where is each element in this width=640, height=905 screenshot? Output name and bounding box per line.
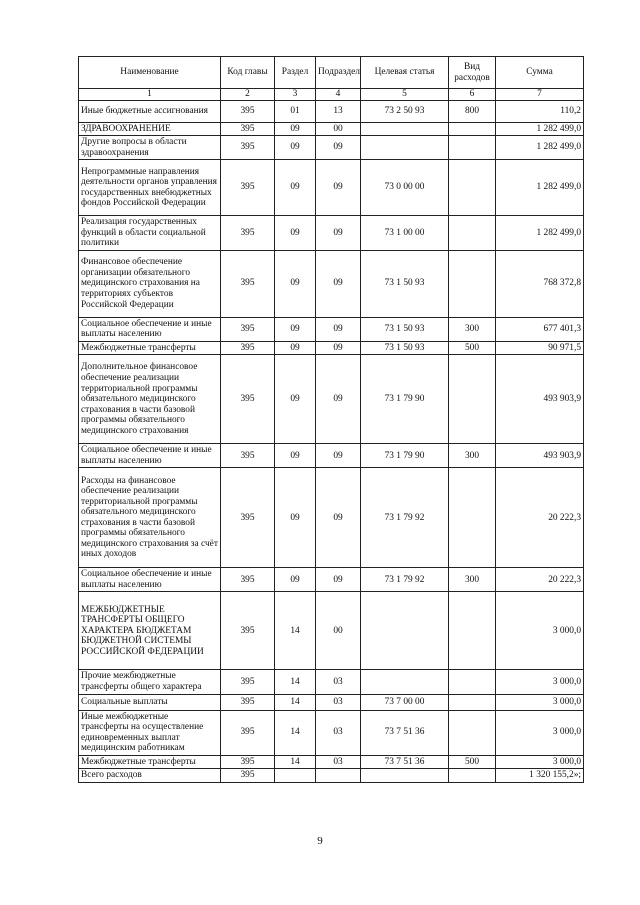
row-section: 09 bbox=[275, 341, 316, 355]
row-sum: 1 282 499,0 bbox=[496, 216, 584, 251]
header-code: Код главы bbox=[221, 57, 275, 89]
table-row bbox=[79, 468, 584, 568]
row-expense-type: 500 bbox=[449, 341, 496, 355]
row-name: Всего расходов bbox=[79, 769, 221, 783]
table-row bbox=[79, 355, 584, 444]
row-name: Социальное обеспечение и иные выплаты населению bbox=[79, 317, 221, 341]
row-section: 14 bbox=[275, 592, 316, 670]
row-code: 395 bbox=[221, 769, 275, 783]
row-code: 395 bbox=[221, 568, 275, 592]
row-sum: 110,2 bbox=[496, 100, 584, 122]
row-target-article: 73 1 50 93 bbox=[361, 341, 449, 355]
row-sum: 1 282 499,0 bbox=[496, 136, 584, 160]
header-target: Целевая статья bbox=[361, 57, 449, 89]
row-sum: 3 000,0 bbox=[496, 710, 584, 755]
row-name: Межбюджетные трансферты bbox=[79, 755, 221, 769]
row-subsection: 00 bbox=[316, 592, 361, 670]
row-target-article: 73 7 51 36 bbox=[361, 710, 449, 755]
row-expense-type bbox=[449, 160, 496, 216]
row-subsection: 03 bbox=[316, 710, 361, 755]
column-number: 7 bbox=[496, 89, 584, 101]
table-row bbox=[79, 710, 584, 755]
row-subsection: 09 bbox=[316, 136, 361, 160]
row-sum: 3 000,0 bbox=[496, 670, 584, 694]
row-target-article bbox=[361, 122, 449, 136]
row-section: 14 bbox=[275, 755, 316, 769]
row-section: 09 bbox=[275, 355, 316, 444]
row-section: 09 bbox=[275, 122, 316, 136]
row-target-article: 73 1 79 92 bbox=[361, 468, 449, 568]
table-row bbox=[79, 250, 584, 317]
row-subsection: 03 bbox=[316, 670, 361, 694]
row-target-article: 73 1 00 00 bbox=[361, 216, 449, 251]
table-row bbox=[79, 592, 584, 670]
row-name: Расходы на финансовое обеспечение реализации территориальной программы обязательного медицинского страхования в части базовой программы обязательного медицинского страхования за счёт иных доходов bbox=[79, 468, 221, 568]
row-name: Социальные выплаты bbox=[79, 694, 221, 710]
table-row bbox=[79, 317, 584, 341]
row-section: 09 bbox=[275, 568, 316, 592]
header-sum: Сумма bbox=[496, 57, 584, 89]
column-number: 5 bbox=[361, 89, 449, 101]
row-subsection bbox=[316, 769, 361, 783]
row-expense-type bbox=[449, 694, 496, 710]
table-row bbox=[79, 755, 584, 769]
row-code: 395 bbox=[221, 341, 275, 355]
row-target-article: 73 2 50 93 bbox=[361, 100, 449, 122]
row-sum: 90 971,5 bbox=[496, 341, 584, 355]
row-target-article bbox=[361, 592, 449, 670]
row-name: Межбюджетные трансферты bbox=[79, 341, 221, 355]
row-subsection: 09 bbox=[316, 341, 361, 355]
page-number: 9 bbox=[317, 835, 323, 847]
row-expense-type bbox=[449, 670, 496, 694]
row-target-article bbox=[361, 769, 449, 783]
header-subsection: Подраздел bbox=[316, 57, 361, 89]
row-target-article: 73 1 79 92 bbox=[361, 568, 449, 592]
row-expense-type bbox=[449, 710, 496, 755]
row-code: 395 bbox=[221, 250, 275, 317]
row-name: Иные межбюджетные трансферты на осуществление единовременных выплат медицинским работникам bbox=[79, 710, 221, 755]
row-sum: 493 903,9 bbox=[496, 355, 584, 444]
row-sum: 768 372,8 bbox=[496, 250, 584, 317]
table-row bbox=[79, 568, 584, 592]
row-expense-type bbox=[449, 769, 496, 783]
row-target-article bbox=[361, 670, 449, 694]
row-subsection: 03 bbox=[316, 694, 361, 710]
row-sum: 1 320 155,2»; bbox=[496, 769, 584, 783]
row-expense-type bbox=[449, 216, 496, 251]
row-code: 395 bbox=[221, 355, 275, 444]
row-code: 395 bbox=[221, 710, 275, 755]
row-target-article: 73 1 50 93 bbox=[361, 250, 449, 317]
table-row bbox=[79, 216, 584, 251]
row-name: Финансовое обеспечение организации обязательного медицинского страхования на территориях субъектов Российской Федерации bbox=[79, 250, 221, 317]
table-row bbox=[79, 136, 584, 160]
row-code: 395 bbox=[221, 444, 275, 468]
row-code: 395 bbox=[221, 592, 275, 670]
row-expense-type bbox=[449, 136, 496, 160]
row-code: 395 bbox=[221, 317, 275, 341]
row-expense-type: 800 bbox=[449, 100, 496, 122]
table-row bbox=[79, 769, 584, 783]
row-target-article bbox=[361, 136, 449, 160]
row-section: 14 bbox=[275, 710, 316, 755]
row-code: 395 bbox=[221, 468, 275, 568]
row-section: 09 bbox=[275, 444, 316, 468]
row-section: 14 bbox=[275, 670, 316, 694]
row-expense-type bbox=[449, 468, 496, 568]
row-expense-type bbox=[449, 122, 496, 136]
row-target-article: 73 7 51 36 bbox=[361, 755, 449, 769]
column-number: 1 bbox=[79, 89, 221, 101]
row-section: 09 bbox=[275, 216, 316, 251]
row-name: Реализация государственных функций в области социальной политики bbox=[79, 216, 221, 251]
row-code: 395 bbox=[221, 160, 275, 216]
row-subsection: 09 bbox=[316, 216, 361, 251]
column-number-row bbox=[79, 89, 584, 101]
row-target-article: 73 1 50 93 bbox=[361, 317, 449, 341]
row-subsection: 09 bbox=[316, 468, 361, 568]
row-section: 09 bbox=[275, 468, 316, 568]
row-section: 09 bbox=[275, 317, 316, 341]
table-header-row bbox=[79, 57, 584, 89]
row-target-article: 73 7 00 00 bbox=[361, 694, 449, 710]
row-sum: 1 282 499,0 bbox=[496, 160, 584, 216]
row-subsection: 09 bbox=[316, 250, 361, 317]
table-row bbox=[79, 122, 584, 136]
row-section: 09 bbox=[275, 136, 316, 160]
row-name: Дополнительное финансовое обеспечение реализации территориальной программы обязательного медицинского страхования в части базовой программы обязательного медицинского страхования bbox=[79, 355, 221, 444]
row-expense-type bbox=[449, 592, 496, 670]
row-name: Социальное обеспечение и иные выплаты населению bbox=[79, 444, 221, 468]
row-subsection: 09 bbox=[316, 160, 361, 216]
table-row bbox=[79, 160, 584, 216]
row-name: Непрограммные направления деятельности органов управления государственных внебюджетных фондов Российской Федерации bbox=[79, 160, 221, 216]
row-subsection: 09 bbox=[316, 444, 361, 468]
row-code: 395 bbox=[221, 670, 275, 694]
row-section: 01 bbox=[275, 100, 316, 122]
row-code: 395 bbox=[221, 216, 275, 251]
row-subsection: 09 bbox=[316, 317, 361, 341]
row-name: Другие вопросы в области здравоохранения bbox=[79, 136, 221, 160]
row-target-article: 73 1 79 90 bbox=[361, 444, 449, 468]
row-name: Иные бюджетные ассигнования bbox=[79, 100, 221, 122]
row-section: 09 bbox=[275, 250, 316, 317]
row-sum: 20 222,3 bbox=[496, 468, 584, 568]
table-row bbox=[79, 670, 584, 694]
table-row bbox=[79, 694, 584, 710]
row-sum: 1 282 499,0 bbox=[496, 122, 584, 136]
column-number: 6 bbox=[449, 89, 496, 101]
row-sum: 493 903,9 bbox=[496, 444, 584, 468]
table-row bbox=[79, 341, 584, 355]
row-name: Социальное обеспечение и иные выплаты населению bbox=[79, 568, 221, 592]
row-expense-type: 300 bbox=[449, 568, 496, 592]
row-section: 14 bbox=[275, 694, 316, 710]
row-code: 395 bbox=[221, 100, 275, 122]
row-target-article: 73 1 79 90 bbox=[361, 355, 449, 444]
table-row bbox=[79, 100, 584, 122]
row-subsection: 03 bbox=[316, 755, 361, 769]
row-expense-type: 500 bbox=[449, 755, 496, 769]
row-sum: 677 401,3 bbox=[496, 317, 584, 341]
header-section: Раздел bbox=[275, 57, 316, 89]
row-target-article: 73 0 00 00 bbox=[361, 160, 449, 216]
row-subsection: 09 bbox=[316, 355, 361, 444]
row-expense-type: 300 bbox=[449, 317, 496, 341]
table-body bbox=[79, 100, 584, 782]
table-row bbox=[79, 444, 584, 468]
row-sum: 20 222,3 bbox=[496, 568, 584, 592]
column-number: 4 bbox=[316, 89, 361, 101]
row-subsection: 13 bbox=[316, 100, 361, 122]
column-number: 3 bbox=[275, 89, 316, 101]
row-subsection: 09 bbox=[316, 568, 361, 592]
column-number: 2 bbox=[221, 89, 275, 101]
row-section bbox=[275, 769, 316, 783]
row-expense-type bbox=[449, 250, 496, 317]
row-name: МЕЖБЮДЖЕТНЫЕ ТРАНСФЕРТЫ ОБЩЕГО ХАРАКТЕРА БЮДЖЕТАМ БЮДЖЕТНОЙ СИСТЕМЫ РОССИЙСКОЙ ФЕДЕРАЦИИ bbox=[79, 592, 221, 670]
row-sum: 3 000,0 bbox=[496, 592, 584, 670]
row-code: 395 bbox=[221, 755, 275, 769]
row-subsection: 00 bbox=[316, 122, 361, 136]
row-expense-type bbox=[449, 355, 496, 444]
row-name: Прочие межбюджетные трансферты общего характера bbox=[79, 670, 221, 694]
row-name: ЗДРАВООХРАНЕНИЕ bbox=[79, 122, 221, 136]
row-code: 395 bbox=[221, 136, 275, 160]
row-expense-type: 300 bbox=[449, 444, 496, 468]
header-name: Наименование bbox=[79, 57, 221, 89]
row-code: 395 bbox=[221, 122, 275, 136]
row-sum: 3 000,0 bbox=[496, 755, 584, 769]
header-type: Вид расходов bbox=[449, 57, 496, 89]
budget-table bbox=[78, 56, 584, 783]
row-section: 09 bbox=[275, 160, 316, 216]
row-sum: 3 000,0 bbox=[496, 694, 584, 710]
row-code: 395 bbox=[221, 694, 275, 710]
